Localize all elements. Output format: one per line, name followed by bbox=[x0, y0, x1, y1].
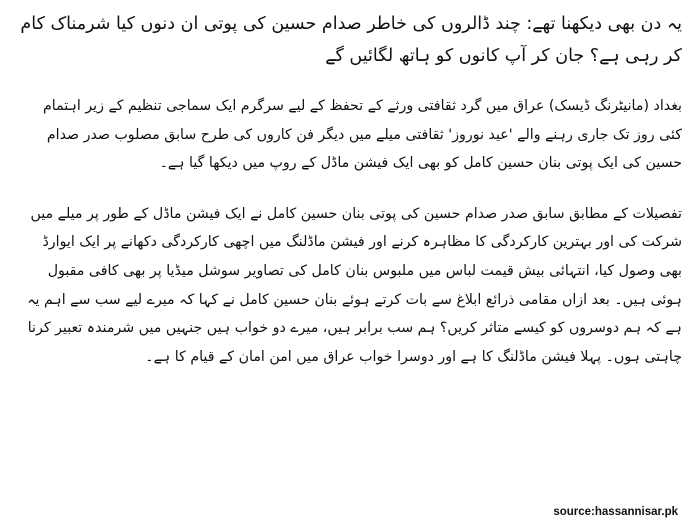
source-credit: source:hassannisar.pk bbox=[553, 506, 678, 518]
article-paragraph-1: بغداد (مانیٹرنگ ڈیسک) عراق میں گرد ثقافتی ورثے کے تحفظ کے لیے سرگرم ایک سماجی تنظیم کے زیر اہتمام کئی روز تک جاری رہنے والے 'عید نوروز' ثقافتی میلے میں دیگر فن کاروں کی طرح سابق مصلوب صدر صدام حسین کی ایک پوتی بنان حسین کامل کو بھی ایک فیشن ماڈل کے روپ میں دیکھا گیا ہے۔ bbox=[42, 98, 682, 172]
article-headline: یہ دن بھی دیکھنا تھے: چند ڈالروں کی خاطر صدام حسین کی پوتی ان دنوں کیا شرمناک کام کر رہی ہے؟ جان کر آپ کانوں کو ہاتھ لگائیں گے bbox=[20, 14, 682, 66]
article-paragraph-2: تفصیلات کے مطابق سابق صدر صدام حسین کی پوتی بنان حسین کامل نے ایک فیشن ماڈل کے طور پر میلے میں شرکت کی اور بہترین کارکردگی کا مظاہرہ کرنے اور فیشن ماڈلنگ میں اچھی کارکردگی دکھانے پر ایک ایوارڈ بھی وصول کیا، انتہائی بیش قیمت لباس میں ملبوس بنان کامل کی تصاویر سوشل میڈیا پر بھی کافی مقبول ہوئی ہیں۔ بعد ازاں مقامی ذرائع ابلاغ سے بات کرتے ہوئے بنان حسین کامل نے کہا کہ میرے لیے سب سے اہم یہ ہے کہ ہم دوسروں کو کیسے متاثر کریں؟ ہم سب برابر ہیں، میرے دو خواب ہیں جنہیں میں شرمندہ تعبیر کرنا چاہتی ہوں۔ پہلا فیشن ماڈلنگ کا ہے اور دوسرا خواب عراق میں امن امان کے قیام کا ہے۔ bbox=[27, 205, 682, 365]
